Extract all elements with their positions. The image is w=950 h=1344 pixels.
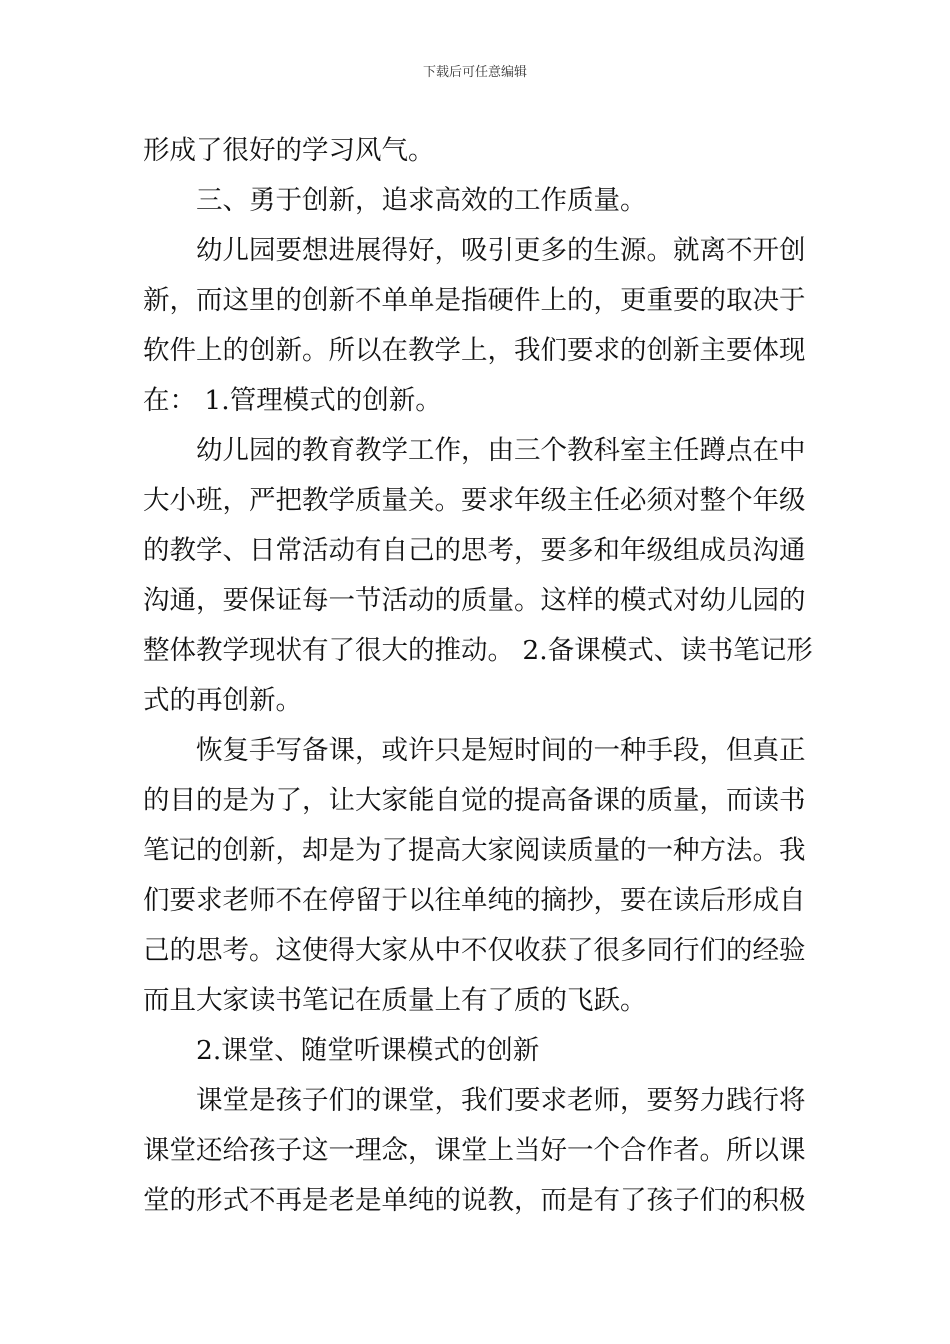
text-line: 形成了很好的学习风气。 — [143, 135, 435, 166]
text-line: 己的思考。这使得大家从中不仅收获了很多同行们的经验 — [143, 935, 806, 966]
text-line: 而且大家读书笔记在质量上有了质的飞跃。 — [143, 985, 647, 1016]
subsection-heading: 2.课堂、随堂听课模式的创新 — [196, 1035, 540, 1066]
text-line: 幼儿园要想进展得好，吸引更多的生源。就离不开创 — [196, 235, 806, 266]
text-line: 沟通，要保证每一节活动的质量。这样的模式对幼儿园的 — [143, 585, 806, 616]
text-line: 幼儿园的教育教学工作，由三个教科室主任蹲点在中 — [196, 435, 806, 466]
text-line: 式的再创新。 — [143, 685, 302, 716]
page-header: 下载后可任意编辑 — [422, 65, 527, 80]
text-line: 在： 1.管理模式的创新。 — [143, 385, 442, 416]
text-line: 堂的形式不再是老是单纯的说教，而是有了孩子们的积极 — [143, 1185, 806, 1216]
text-line: 整体教学现状有了很大的推动。 2.备课模式、读书笔记形 — [143, 635, 813, 666]
text-line: 课堂是孩子们的课堂，我们要求老师，要努力践行将 — [196, 1085, 806, 1116]
text-line: 笔记的创新，却是为了提高大家阅读质量的一种方法。我 — [143, 835, 806, 866]
text-line: 新，而这里的创新不单单是指硬件上的，更重要的取决于 — [143, 285, 806, 316]
text-line: 大小班，严把教学质量关。要求年级主任必须对整个年级 — [143, 485, 806, 516]
text-line: 们要求老师不在停留于以往单纯的摘抄，要在读后形成自 — [143, 885, 806, 916]
text-line: 课堂还给孩子这一理念，课堂上当好一个合作者。所以课 — [143, 1135, 806, 1166]
text-line: 的教学、日常活动有自己的思考，要多和年级组成员沟通 — [143, 535, 806, 566]
section-heading: 三、勇于创新，追求高效的工作质量。 — [196, 185, 647, 216]
text-line: 软件上的创新。所以在教学上，我们要求的创新主要体现 — [143, 335, 806, 366]
text-line: 的目的是为了，让大家能自觉的提高备课的质量，而读书 — [143, 785, 806, 816]
text-line: 恢复手写备课，或许只是短时间的一种手段，但真正 — [196, 735, 806, 766]
